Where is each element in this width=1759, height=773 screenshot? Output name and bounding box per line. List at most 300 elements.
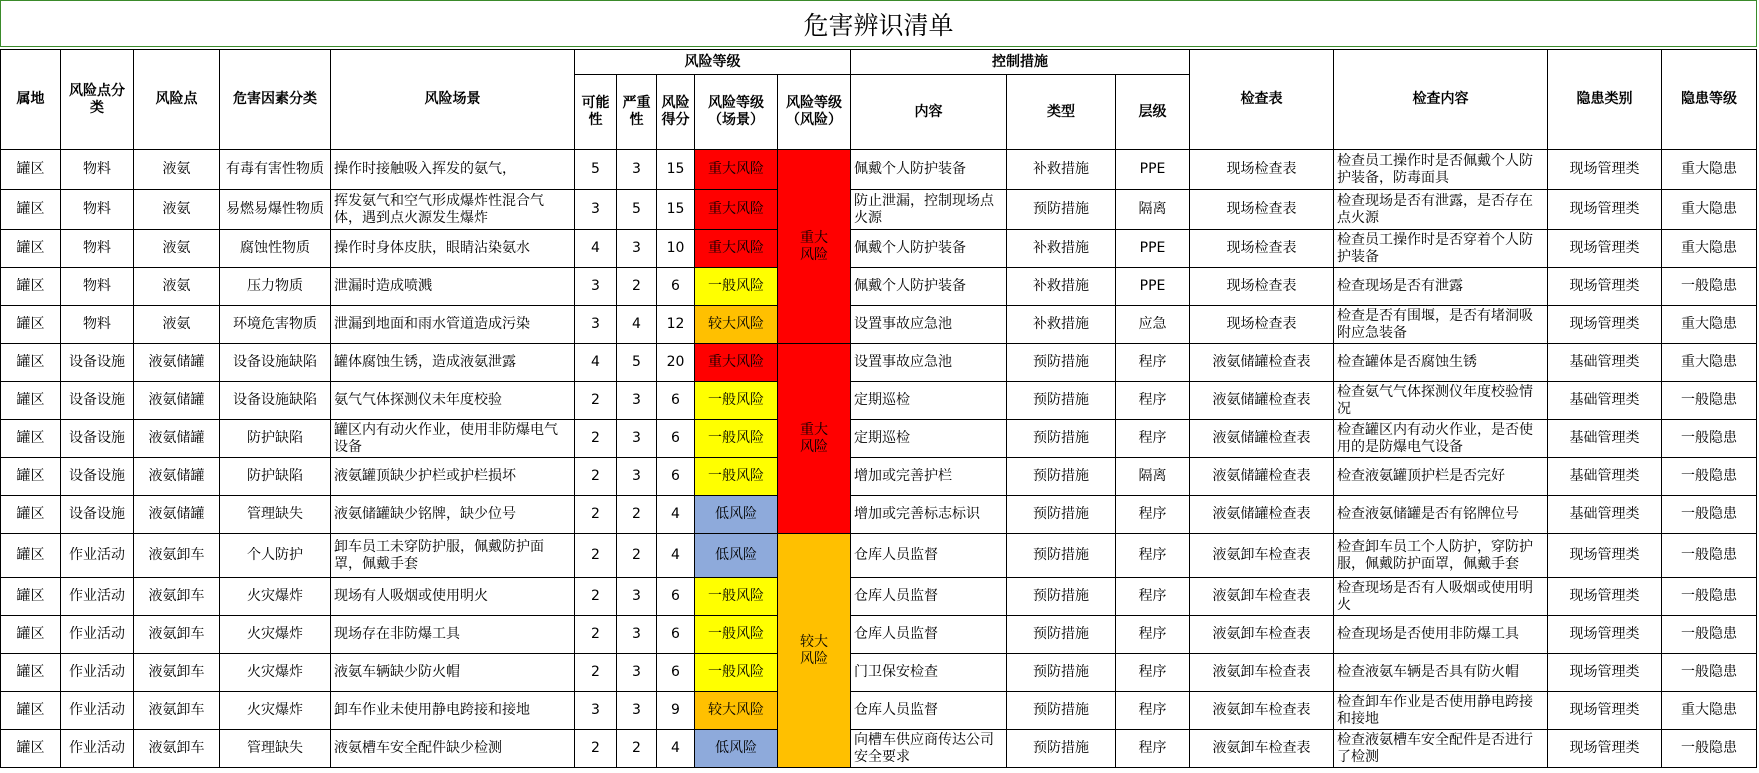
cell-hazard-category-text: 个人防护: [247, 547, 303, 563]
cell-score: [657, 382, 695, 420]
cell-score-text: 10: [666, 240, 685, 256]
cell-level-scene-text: 一般风险: [708, 626, 764, 642]
cell-scenario: [331, 692, 575, 730]
cell-check-content: [1334, 306, 1548, 344]
cell-control-type: [1007, 496, 1116, 534]
cell-risk-category: [61, 306, 134, 344]
cell-check-content-text: 检查现场是否使用非防爆工具: [1337, 626, 1520, 642]
cell-level-scene: [695, 458, 778, 496]
cell-level-scene-text: 一般风险: [708, 392, 764, 408]
cell-level-scene: [695, 190, 778, 230]
cell-control-tier: [1116, 306, 1190, 344]
cell-control-tier-text: 隔离: [1138, 468, 1167, 484]
cell-hazard-category: [220, 692, 331, 730]
cell-risk-category: [61, 616, 134, 654]
cell-possibility: [575, 306, 617, 344]
cell-risk-point: [134, 496, 220, 534]
cell-check-content: [1334, 654, 1548, 692]
cell-risk-point: [134, 230, 220, 268]
cell-control-tier: [1116, 420, 1190, 458]
cell-risk-category-text: 物料: [83, 240, 111, 256]
cell-severity-text: 3: [632, 702, 641, 718]
cell-level-scene-text: 一般风险: [708, 430, 764, 446]
cell-possibility-text: 4: [591, 354, 600, 370]
cell-area-text: 罐区: [16, 588, 45, 604]
cell-hazard-type-text: 现场管理类: [1569, 702, 1640, 718]
cell-check-content: [1334, 692, 1548, 730]
cell-scenario: [331, 306, 575, 344]
header-hazard-level: 隐患等级: [1662, 50, 1757, 150]
cell-hazard-level-text: 一般隐患: [1681, 392, 1738, 408]
cell-level-scene: [695, 230, 778, 268]
cell-hazard-category-text: 设备设施缺陷: [233, 392, 317, 408]
cell-severity-text: 3: [632, 468, 641, 484]
cell-risk-point-text: 液氨卸车: [148, 740, 205, 756]
cell-control-tier: [1116, 458, 1190, 496]
cell-level-scene: [695, 268, 778, 306]
header-score: 风险得分: [657, 75, 695, 150]
cell-risk-category: [61, 496, 134, 534]
cell-hazard-category: [220, 616, 331, 654]
cell-hazard-level: [1662, 190, 1757, 230]
cell-hazard-type-text: 基础管理类: [1569, 430, 1640, 446]
table-row: [1, 344, 1757, 382]
cell-possibility-text: 2: [591, 430, 600, 446]
cell-hazard-type: [1548, 654, 1662, 692]
cell-check-content-text: 检查氨气气体探测仪年度校验情况: [1337, 383, 1534, 417]
cell-checklist: [1190, 344, 1334, 382]
cell-control-content: [851, 496, 1007, 534]
cell-checklist-text: 现场检查表: [1226, 278, 1297, 294]
cell-severity-text: 2: [632, 547, 641, 563]
cell-possibility-text: 5: [591, 161, 600, 177]
cell-risk-point-text: 液氨: [162, 201, 191, 217]
cell-hazard-category: [220, 654, 331, 692]
cell-hazard-category: [220, 730, 331, 768]
cell-control-tier: [1116, 654, 1190, 692]
cell-hazard-level-text: 一般隐患: [1681, 468, 1738, 484]
cell-severity: [617, 534, 657, 578]
cell-area-text: 罐区: [16, 354, 45, 370]
cell-hazard-category: [220, 496, 331, 534]
cell-area: [1, 230, 61, 268]
cell-risk-category: [61, 730, 134, 768]
cell-area: [1, 150, 61, 190]
cell-hazard-type: [1548, 534, 1662, 578]
cell-risk-category-text: 物料: [83, 278, 111, 294]
cell-hazard-level-text: 一般隐患: [1681, 664, 1738, 680]
hazard-table: [0, 49, 1757, 768]
cell-control-content: [851, 190, 1007, 230]
cell-control-tier: [1116, 496, 1190, 534]
cell-score-text: 6: [671, 430, 680, 446]
cell-control-tier-text: PPE: [1139, 161, 1166, 177]
header-possibility: 可能性: [575, 75, 617, 150]
cell-score-text: 15: [666, 161, 685, 177]
cell-control-content: [851, 230, 1007, 268]
table-row: [1, 190, 1757, 230]
cell-hazard-level: [1662, 654, 1757, 692]
cell-scenario-text: 卸车作业未使用静电跨接和接地: [334, 702, 530, 718]
cell-scenario-text: 现场存在非防爆工具: [334, 626, 460, 642]
cell-control-type: [1007, 382, 1116, 420]
cell-control-content-text: 佩戴个人防护装备: [854, 278, 967, 294]
cell-area-text: 罐区: [16, 316, 45, 332]
cell-control-content-text: 仓库人员监督: [854, 588, 939, 604]
cell-hazard-level: [1662, 730, 1757, 768]
cell-hazard-category-text: 管理缺失: [247, 740, 303, 756]
cell-hazard-type-text: 现场管理类: [1569, 201, 1640, 217]
cell-scenario: [331, 230, 575, 268]
cell-hazard-type: [1548, 344, 1662, 382]
cell-hazard-level-text: 一般隐患: [1681, 506, 1738, 522]
cell-control-type-text: 预防措施: [1033, 588, 1090, 604]
cell-hazard-category-text: 火灾爆炸: [247, 664, 303, 680]
cell-check-content-text: 检查液氨储罐是否有铭牌位号: [1337, 506, 1520, 522]
cell-hazard-level: [1662, 382, 1757, 420]
cell-control-content: [851, 534, 1007, 578]
cell-control-tier-text: 程序: [1138, 664, 1167, 680]
cell-severity: [617, 150, 657, 190]
table-row: [1, 458, 1757, 496]
cell-checklist: [1190, 578, 1334, 616]
cell-possibility: [575, 230, 617, 268]
cell-control-content-text: 增加或完善标志标识: [854, 506, 981, 522]
cell-level-scene-text: 较大风险: [708, 702, 764, 718]
cell-control-type: [1007, 730, 1116, 768]
cell-control-content-text: 仓库人员监督: [854, 626, 939, 642]
cell-risk-point-text: 液氨储罐: [148, 506, 205, 522]
cell-level-scene: [695, 496, 778, 534]
cell-checklist: [1190, 268, 1334, 306]
header-content: 内容: [851, 75, 1007, 150]
cell-hazard-type: [1548, 616, 1662, 654]
cell-control-type: [1007, 578, 1116, 616]
cell-level-risk-merged: [778, 344, 851, 534]
cell-possibility: [575, 616, 617, 654]
cell-risk-point: [134, 692, 220, 730]
cell-level-scene: [695, 306, 778, 344]
cell-level-scene: [695, 150, 778, 190]
cell-severity-text: 3: [632, 430, 641, 446]
cell-control-type-text: 预防措施: [1033, 664, 1090, 680]
cell-hazard-category-text: 火灾爆炸: [247, 702, 303, 718]
cell-control-type: [1007, 230, 1116, 268]
cell-control-type: [1007, 458, 1116, 496]
cell-severity: [617, 382, 657, 420]
cell-risk-point: [134, 458, 220, 496]
cell-scenario-text: 罐区内有动火作业，使用非防爆电气设备: [334, 421, 558, 455]
cell-control-tier-text: 程序: [1138, 430, 1167, 446]
cell-risk-category-text: 设备设施: [69, 430, 125, 446]
cell-hazard-category-text: 易燃易爆性物质: [226, 201, 324, 217]
cell-scenario: [331, 730, 575, 768]
cell-control-content-text: 设置事故应急池: [854, 354, 953, 370]
cell-control-content: [851, 692, 1007, 730]
cell-checklist: [1190, 458, 1334, 496]
cell-scenario: [331, 578, 575, 616]
cell-hazard-type: [1548, 150, 1662, 190]
cell-level-risk-merged: [778, 534, 851, 768]
cell-possibility-text: 2: [591, 506, 600, 522]
cell-area: [1, 578, 61, 616]
cell-checklist-text: 现场检查表: [1226, 161, 1297, 177]
cell-severity-text: 2: [632, 740, 641, 756]
cell-risk-category: [61, 344, 134, 382]
cell-score-text: 6: [671, 468, 680, 484]
cell-check-content-text: 检查液氨车辆是否具有防火帽: [1337, 664, 1520, 680]
table-row: [1, 150, 1757, 190]
cell-score: [657, 730, 695, 768]
cell-level-scene: [695, 382, 778, 420]
cell-control-tier-text: 隔离: [1138, 201, 1167, 217]
cell-risk-category: [61, 534, 134, 578]
cell-risk-category-text: 作业活动: [69, 626, 125, 642]
cell-control-type: [1007, 654, 1116, 692]
cell-control-type-text: 补救措施: [1033, 278, 1090, 294]
cell-scenario-text: 泄漏时造成喷溅: [334, 278, 432, 294]
cell-level-scene: [695, 654, 778, 692]
cell-severity-text: 3: [632, 626, 641, 642]
cell-checklist: [1190, 692, 1334, 730]
cell-level-scene-text: 一般风险: [708, 588, 764, 604]
cell-possibility: [575, 534, 617, 578]
cell-checklist-text: 液氨卸车检查表: [1212, 588, 1311, 604]
cell-risk-point-text: 液氨卸车: [148, 664, 205, 680]
cell-score: [657, 344, 695, 382]
cell-risk-category-text: 作业活动: [69, 588, 125, 604]
table-row: [1, 616, 1757, 654]
cell-level-scene: [695, 344, 778, 382]
cell-hazard-type: [1548, 306, 1662, 344]
cell-severity: [617, 692, 657, 730]
cell-hazard-level-text: 重大隐患: [1681, 354, 1738, 370]
cell-level-risk-merged: [778, 150, 851, 344]
cell-possibility-text: 2: [591, 740, 600, 756]
cell-possibility-text: 2: [591, 468, 600, 484]
cell-control-tier: [1116, 344, 1190, 382]
cell-severity-text: 3: [632, 392, 641, 408]
cell-scenario-text: 挥发氨气和空气形成爆炸性混合气体，遇到点火源发生爆炸: [334, 192, 544, 226]
cell-scenario: [331, 534, 575, 578]
cell-scenario-text: 现场有人吸烟或使用明火: [334, 588, 488, 604]
header-type: 类型: [1007, 75, 1116, 150]
cell-severity: [617, 654, 657, 692]
cell-risk-point: [134, 190, 220, 230]
cell-scenario: [331, 268, 575, 306]
cell-severity: [617, 268, 657, 306]
table-row: [1, 692, 1757, 730]
cell-hazard-level-text: 重大隐患: [1681, 201, 1738, 217]
cell-score-text: 6: [671, 664, 680, 680]
cell-control-content: [851, 150, 1007, 190]
cell-level-risk-text: 重大风险: [800, 229, 828, 263]
cell-control-type-text: 预防措施: [1033, 201, 1090, 217]
cell-checklist-text: 液氨卸车检查表: [1212, 702, 1311, 718]
cell-control-type-text: 预防措施: [1033, 392, 1090, 408]
cell-check-content-text: 检查员工操作时是否佩戴个人防护装备，防毒面具: [1337, 152, 1534, 186]
cell-control-type-text: 预防措施: [1033, 702, 1090, 718]
cell-control-tier: [1116, 730, 1190, 768]
cell-hazard-type: [1548, 458, 1662, 496]
cell-severity: [617, 190, 657, 230]
table-body: [1, 150, 1757, 768]
cell-check-content-text: 检查液氨槽车安全配件是否进行了检测: [1337, 731, 1534, 765]
cell-risk-category-text: 设备设施: [69, 506, 125, 522]
cell-hazard-level: [1662, 578, 1757, 616]
cell-possibility-text: 3: [591, 201, 600, 217]
cell-scenario: [331, 496, 575, 534]
cell-control-content-text: 仓库人员监督: [854, 702, 939, 718]
cell-control-content-text: 定期巡检: [854, 392, 911, 408]
cell-score-text: 15: [666, 201, 685, 217]
cell-risk-category-text: 作业活动: [69, 547, 125, 563]
cell-score: [657, 230, 695, 268]
header-risk-level-group: 风险等级: [575, 50, 851, 75]
cell-control-content-text: 防止泄漏，控制现场点火源: [854, 192, 995, 226]
cell-control-tier: [1116, 190, 1190, 230]
cell-possibility: [575, 654, 617, 692]
cell-possibility: [575, 496, 617, 534]
header-control-group: 控制措施: [851, 50, 1190, 75]
cell-control-content: [851, 420, 1007, 458]
table-row: [1, 730, 1757, 768]
cell-hazard-category: [220, 534, 331, 578]
cell-score: [657, 420, 695, 458]
cell-control-tier: [1116, 692, 1190, 730]
cell-level-scene: [695, 692, 778, 730]
sheet-title: 危害辨识清单: [0, 0, 1757, 47]
cell-check-content: [1334, 382, 1548, 420]
cell-control-content-text: 佩戴个人防护装备: [854, 240, 967, 256]
cell-severity: [617, 578, 657, 616]
cell-level-scene-text: 重大风险: [708, 161, 764, 177]
cell-control-type: [1007, 190, 1116, 230]
header-scenario: 风险场景: [331, 50, 575, 150]
cell-possibility-text: 3: [591, 278, 600, 294]
cell-check-content-text: 检查卸车作业是否使用静电跨接和接地: [1337, 693, 1534, 727]
cell-area: [1, 190, 61, 230]
cell-check-content-text: 检查现场是否有人吸烟或使用明火: [1337, 579, 1534, 613]
table-row: [1, 578, 1757, 616]
cell-possibility-text: 3: [591, 702, 600, 718]
cell-hazard-level-text: 重大隐患: [1681, 702, 1738, 718]
cell-possibility-text: 2: [591, 664, 600, 680]
cell-control-type-text: 预防措施: [1033, 468, 1090, 484]
cell-area: [1, 730, 61, 768]
cell-hazard-type-text: 现场管理类: [1569, 161, 1640, 177]
cell-area: [1, 382, 61, 420]
cell-checklist: [1190, 496, 1334, 534]
cell-severity-text: 3: [632, 588, 641, 604]
cell-area-text: 罐区: [16, 740, 45, 756]
cell-score-text: 4: [671, 547, 680, 563]
header-check-content: 检查内容: [1334, 50, 1548, 150]
cell-hazard-type-text: 基础管理类: [1569, 468, 1640, 484]
cell-check-content-text: 检查卸车员工个人防护，穿防护服，佩戴防护面罩，佩戴手套: [1337, 538, 1534, 572]
cell-control-tier-text: 程序: [1138, 626, 1167, 642]
cell-hazard-category-text: 火灾爆炸: [247, 626, 303, 642]
cell-control-content: [851, 654, 1007, 692]
cell-hazard-category-text: 管理缺失: [247, 506, 303, 522]
cell-control-type: [1007, 420, 1116, 458]
cell-control-type: [1007, 150, 1116, 190]
cell-scenario-text: 氨气气体探测仪未年度校验: [334, 392, 502, 408]
cell-hazard-category: [220, 420, 331, 458]
cell-possibility: [575, 420, 617, 458]
cell-hazard-category-text: 火灾爆炸: [247, 588, 303, 604]
cell-control-type: [1007, 306, 1116, 344]
cell-control-tier-text: 程序: [1138, 392, 1167, 408]
cell-risk-point: [134, 534, 220, 578]
cell-scenario: [331, 420, 575, 458]
cell-risk-category: [61, 692, 134, 730]
cell-checklist-text: 现场检查表: [1226, 201, 1297, 217]
cell-score: [657, 654, 695, 692]
cell-score-text: 6: [671, 392, 680, 408]
cell-checklist-text: 液氨储罐检查表: [1212, 430, 1311, 446]
cell-risk-point-text: 液氨卸车: [148, 702, 205, 718]
cell-control-type-text: 预防措施: [1033, 506, 1090, 522]
cell-level-scene: [695, 616, 778, 654]
cell-control-type: [1007, 534, 1116, 578]
cell-check-content: [1334, 730, 1548, 768]
cell-hazard-type: [1548, 420, 1662, 458]
cell-severity: [617, 306, 657, 344]
cell-risk-point-text: 液氨: [162, 161, 191, 177]
cell-control-type-text: 补救措施: [1033, 240, 1090, 256]
cell-score-text: 4: [671, 506, 680, 522]
cell-risk-category: [61, 230, 134, 268]
cell-control-tier: [1116, 616, 1190, 654]
cell-check-content-text: 检查液氨罐顶护栏是否完好: [1337, 468, 1506, 484]
cell-hazard-category-text: 防护缺陷: [247, 430, 303, 446]
cell-hazard-category-text: 环境危害物质: [233, 316, 317, 332]
cell-area: [1, 306, 61, 344]
cell-area-text: 罐区: [16, 278, 45, 294]
cell-hazard-category: [220, 190, 331, 230]
cell-possibility-text: 2: [591, 588, 600, 604]
cell-checklist-text: 液氨储罐检查表: [1212, 354, 1311, 370]
cell-hazard-level-text: 一般隐患: [1681, 430, 1738, 446]
cell-risk-category-text: 物料: [83, 201, 111, 217]
cell-control-type-text: 预防措施: [1033, 354, 1090, 370]
cell-hazard-category: [220, 150, 331, 190]
cell-risk-point-text: 液氨卸车: [148, 588, 205, 604]
cell-possibility: [575, 692, 617, 730]
cell-check-content: [1334, 616, 1548, 654]
cell-control-tier: [1116, 382, 1190, 420]
cell-level-scene: [695, 578, 778, 616]
cell-hazard-level-text: 一般隐患: [1681, 278, 1738, 294]
cell-possibility: [575, 150, 617, 190]
cell-score-text: 6: [671, 626, 680, 642]
cell-scenario: [331, 458, 575, 496]
cell-hazard-level: [1662, 496, 1757, 534]
cell-control-type-text: 预防措施: [1033, 430, 1090, 446]
cell-control-content-text: 设置事故应急池: [854, 316, 953, 332]
header-level-scene: 风险等级（场景）: [695, 75, 778, 150]
cell-possibility: [575, 344, 617, 382]
cell-checklist-text: 现场检查表: [1226, 316, 1297, 332]
cell-checklist-text: 液氨卸车检查表: [1212, 547, 1311, 563]
cell-severity-text: 2: [632, 506, 641, 522]
cell-hazard-type-text: 基础管理类: [1569, 506, 1640, 522]
header-risk-category: 风险点分类: [61, 50, 134, 150]
cell-hazard-type-text: 现场管理类: [1569, 547, 1640, 563]
cell-control-content: [851, 458, 1007, 496]
cell-severity-text: 2: [632, 278, 641, 294]
